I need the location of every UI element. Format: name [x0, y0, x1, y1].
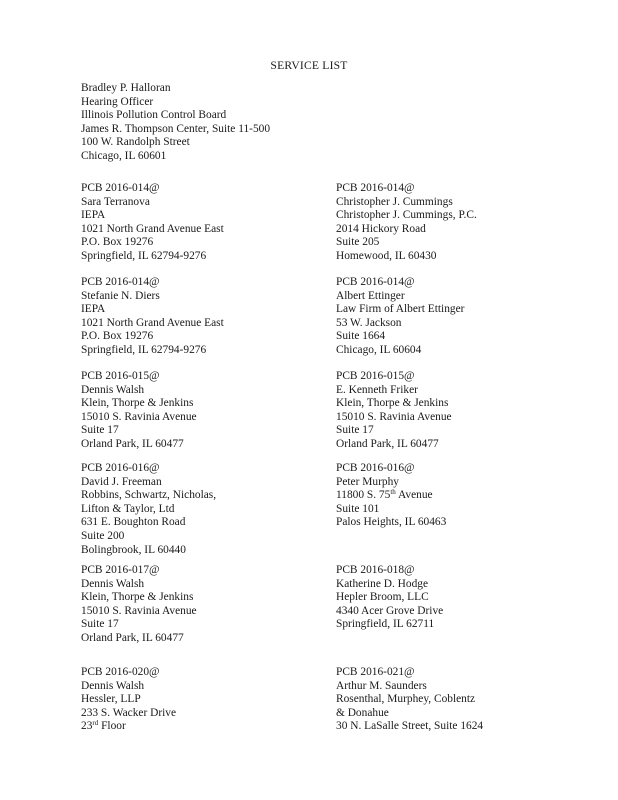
address-line: Suite 200: [81, 529, 125, 542]
address-line: Springfield, IL 62794-9276: [81, 249, 207, 262]
case-number: PCB 2016-014@: [81, 276, 160, 288]
address-line: 30 N. LaSalle Street, Suite 1624: [336, 720, 484, 733]
service-entry-ettinger: [336, 276, 464, 358]
address-line: 233 S. Wacker Drive: [81, 706, 177, 719]
hearing-officer-building: James R. Thompson Center, Suite 11-500: [81, 122, 271, 135]
address-line: Homewood, IL 60430: [336, 249, 437, 262]
address-line: Lifton & Taylor, Ltd: [81, 502, 175, 515]
address-line: 2014 Hickory Road: [336, 222, 426, 235]
case-number: PCB 2016-014@: [81, 182, 160, 194]
address-line: 53 W. Jackson: [336, 316, 402, 329]
address-line: P.O. Box 19276: [81, 330, 154, 343]
address-line: Suite 101: [336, 502, 380, 515]
recipient-name: Christopher J. Cummings: [336, 195, 453, 208]
case-number: PCB 2016-015@: [336, 370, 415, 382]
service-entry-walsh-015: [81, 370, 197, 452]
hearing-officer-address: [81, 82, 270, 164]
case-number: PCB 2016-017@: [81, 564, 160, 576]
address-line: IEPA: [81, 303, 106, 316]
case-number: PCB 2016-014@: [336, 182, 415, 194]
address-line: Orland Park, IL 60477: [81, 631, 184, 644]
recipient-name: Dennis Walsh: [81, 679, 145, 692]
address-line: 1021 North Grand Avenue East: [81, 222, 224, 235]
address-line: 11800 S. 75th Avenue: [336, 488, 433, 502]
address-line: Law Firm of Albert Ettinger: [336, 303, 465, 316]
address-line: 15010 S. Ravinia Avenue: [336, 410, 452, 423]
recipient-name: Peter Murphy: [336, 475, 399, 488]
document-title: SERVICE LIST: [270, 59, 348, 72]
service-entry-freeman: [81, 462, 216, 557]
case-number: PCB 2016-018@: [336, 564, 415, 576]
address-line: Orland Park, IL 60477: [81, 437, 184, 450]
recipient-name: Sara Terranova: [81, 195, 150, 208]
service-entry-cummings: [336, 182, 477, 264]
address-line: Chicago, IL 60604: [336, 343, 422, 356]
service-entry-saunders: [336, 666, 483, 734]
address-line: Klein, Thorpe & Jenkins: [81, 591, 194, 604]
case-number: PCB 2016-020@: [81, 666, 160, 678]
address-line: Palos Heights, IL 60463: [336, 516, 447, 529]
recipient-name: Katherine D. Hodge: [336, 577, 429, 590]
address-line: Robbins, Schwartz, Nicholas,: [81, 489, 217, 502]
address-line: Suite 205: [336, 236, 380, 249]
case-number: PCB 2016-016@: [81, 462, 160, 474]
recipient-name: Stefanie N. Diers: [81, 289, 160, 302]
address-line: Klein, Thorpe & Jenkins: [81, 397, 194, 410]
hearing-officer-agency: Illinois Pollution Control Board: [81, 109, 227, 122]
address-line: IEPA: [81, 209, 106, 222]
service-entry-murphy: [336, 462, 446, 530]
recipient-name: Dennis Walsh: [81, 383, 145, 396]
case-number: PCB 2016-015@: [81, 370, 160, 382]
address-line: Springfield, IL 62794-9276: [81, 343, 207, 356]
address-line: Suite 17: [81, 618, 119, 631]
address-line: 23rd Floor: [81, 719, 126, 733]
address-line: 631 E. Boughton Road: [81, 516, 186, 529]
address-line: 15010 S. Ravinia Avenue: [81, 604, 197, 617]
hearing-officer-role: Hearing Officer: [81, 95, 154, 108]
recipient-name: Arthur M. Saunders: [336, 679, 427, 692]
address-line: Christopher J. Cummings, P.C.: [336, 209, 477, 222]
case-number: PCB 2016-021@: [336, 666, 415, 678]
hearing-officer-street: 100 W. Randolph Street: [81, 136, 190, 149]
service-entry-hodge: [336, 564, 443, 632]
address-line: 1021 North Grand Avenue East: [81, 316, 224, 329]
case-number: PCB 2016-014@: [336, 276, 415, 288]
address-line: Orland Park, IL 60477: [336, 437, 439, 450]
hearing-officer-city: Chicago, IL 60601: [81, 149, 167, 162]
address-line: Hessler, LLP: [81, 693, 141, 706]
service-entry-walsh-020: [81, 666, 176, 734]
recipient-name: E. Kenneth Friker: [336, 383, 418, 396]
case-number: PCB 2016-016@: [336, 462, 415, 474]
address-line: Bolingbrook, IL 60440: [81, 543, 186, 556]
service-entry-friker: [336, 370, 452, 452]
hearing-officer-name: Bradley P. Halloran: [81, 82, 171, 94]
address-line: Suite 1664: [336, 330, 386, 343]
address-line: Hepler Broom, LLC: [336, 591, 429, 604]
address-line: Suite 17: [336, 424, 374, 437]
address-line: Springfield, IL 62711: [336, 618, 435, 631]
service-entry-terranova: [81, 182, 224, 264]
recipient-name: David J. Freeman: [81, 475, 162, 488]
address-line: P.O. Box 19276: [81, 236, 154, 249]
address-line: 4340 Acer Grove Drive: [336, 604, 444, 617]
service-entry-diers: [81, 276, 224, 358]
service-entry-walsh-017: [81, 564, 197, 646]
address-line: & Donahue: [336, 706, 389, 719]
address-line: Rosenthal, Murphey, Coblentz: [336, 693, 476, 706]
recipient-name: Albert Ettinger: [336, 289, 405, 302]
address-line: 15010 S. Ravinia Avenue: [81, 410, 197, 423]
address-line: Suite 17: [81, 424, 119, 437]
recipient-name: Dennis Walsh: [81, 577, 145, 590]
address-line: Klein, Thorpe & Jenkins: [336, 397, 449, 410]
